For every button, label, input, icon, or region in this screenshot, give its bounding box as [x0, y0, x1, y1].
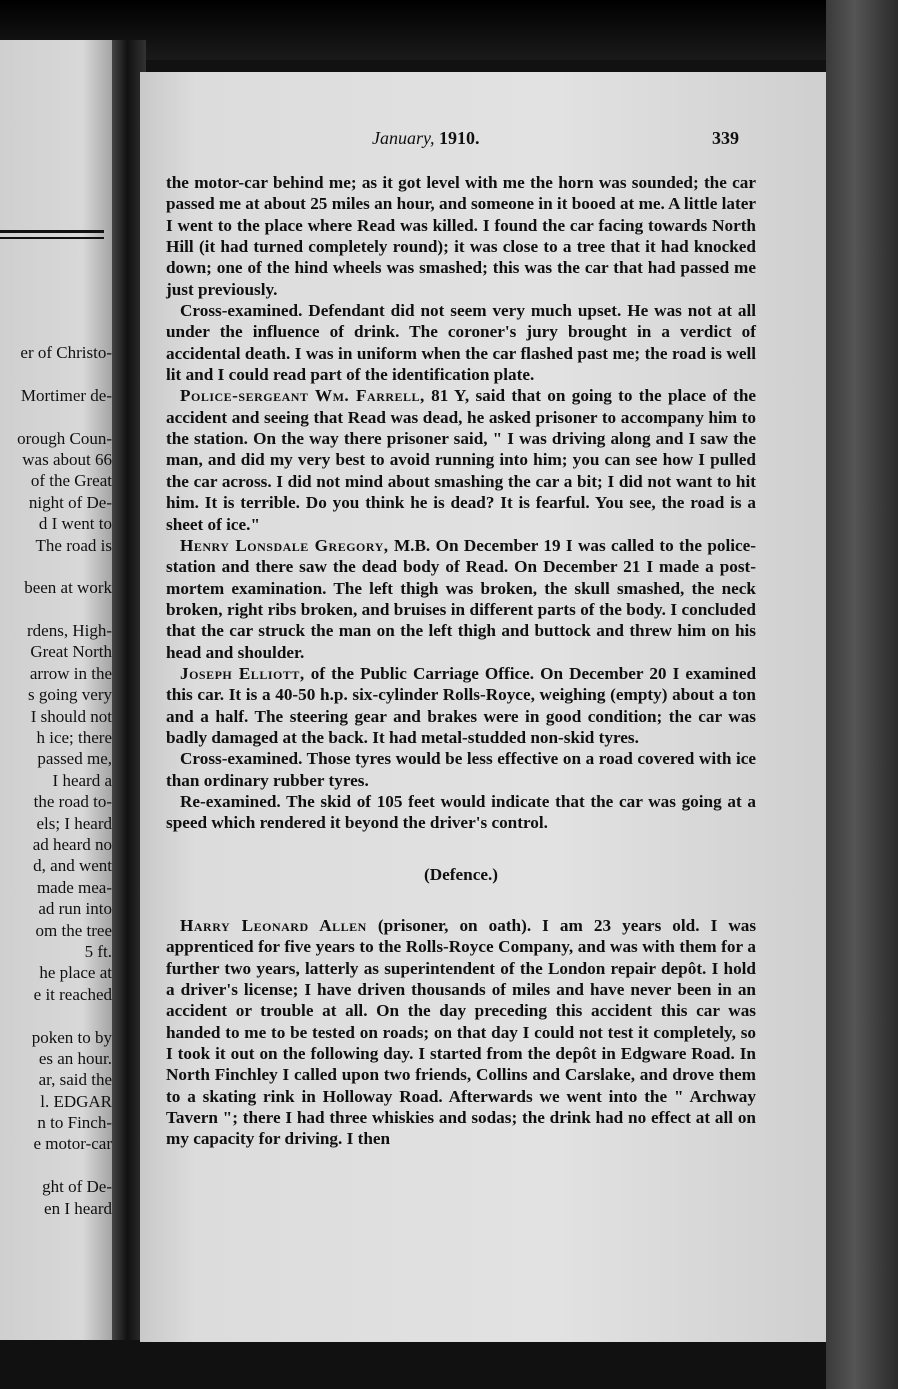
previous-page-line: ad heard no — [32, 834, 112, 854]
header-date — [372, 128, 480, 149]
previous-page-line: e motor-car — [33, 1134, 112, 1154]
header-year: 1910. — [439, 128, 480, 148]
previous-page-line: arrow in the — [29, 663, 112, 683]
previous-page-line: en I heard — [44, 1198, 112, 1218]
previous-page-line: night of De- — [28, 492, 112, 512]
previous-page-line: I should not — [30, 706, 112, 726]
previous-page-line: made mea- — [36, 877, 112, 897]
paragraph-8 — [166, 915, 756, 1150]
previous-page-line — [0, 1155, 112, 1176]
previous-page-line: d, and went — [33, 856, 112, 876]
previous-page-line: om the tree — [35, 920, 112, 940]
running-header — [140, 128, 828, 156]
previous-page-line: l. EDGAR — [40, 1091, 112, 1111]
previous-page-line: The road is — [35, 535, 112, 555]
paragraph-4-text: M.B. On December 19 I was called to the police-station and there saw the dead body of Read. On December 21 I made a post-mortem examination. The left thigh was broken, the skull smashed, the neck broken, right ribs broken, and bruises in different parts of the body. I concluded that the car struck the man on the left thigh and buttock and threw him on his head and shoulder. — [166, 535, 757, 662]
paragraph-5 — [166, 663, 756, 748]
paragraph-2: Cross-examined. Defendant did not seem very much upset. He was not at all under the influence of drink. The coroner's jury brought in a verdict of accidental death. I was in uniform when the car flashed past me; the road is well lit and I could read part of the identification plate. — [166, 301, 756, 385]
previous-page-line: Mortimer de- — [20, 385, 112, 405]
previous-page-line: poken to by — [31, 1027, 112, 1047]
paragraph-1: the motor-car behind me; as it got level with me the horn was sounded; the car passed me at about 25 miles an hour, and someone in it booed at me. A little later I went to the place where Read was killed. I found the car facing towards North Hill (it had turned completely round); it was close to a tree that it had knocked down; one of the hind wheels was smashed; this was the car that had passed me just previously. — [166, 173, 756, 299]
previous-page-line — [0, 556, 112, 577]
paragraph-4 — [166, 535, 756, 663]
previous-page-line: ght of De- — [42, 1177, 112, 1197]
previous-page-line: orough Coun- — [17, 428, 112, 448]
paragraph-7: Re-examined. The skid of 105 feet would indicate that the car was going at a speed which rendered it beyond the driver's control. — [166, 791, 756, 833]
previous-page-line: of the Great — [30, 471, 112, 491]
previous-page-line: d I went to — [38, 514, 112, 534]
paragraph-3-text: 81 Y, said that on going to the place of the accident and seeing that Read was dead, he asked prisoner to accompany him to the station. On the way there prisoner said, " I was driving along and I saw the man, and did my very best to avoid running into him; you can see how I pulled the car across. I did not mind about smashing the car a bit; I did not want to hit him. It is terrible. Do you think he is dead? It is fearful. You see, the road is a sheet of ice." — [166, 386, 757, 534]
scan-right-border — [826, 0, 898, 1389]
previous-page-line: s going very — [27, 685, 112, 705]
paragraph-5-text: of the Public Carriage Office. On December 20 I examined this car. It is a 40-50 h.p. six-cylinder Rolls-Royce, weighing (empty) about a ton and a half. The steering gear and brakes were in good condition; the car was badly damaged at the back. It had metal-studded non-skid tyres. — [166, 663, 757, 747]
previous-page-line: Great North — [30, 642, 112, 662]
page — [140, 72, 828, 1342]
previous-page-line — [0, 406, 112, 427]
rule-line-top — [0, 230, 104, 233]
previous-page-line: passed me, — [37, 749, 112, 769]
previous-page-line: er of Christo- — [20, 343, 112, 362]
previous-page-line — [0, 599, 112, 620]
previous-page-line: I heard a — [52, 770, 112, 790]
prisoner-name: Harry Leonard Allen — [180, 916, 367, 935]
page-body — [166, 172, 756, 1150]
previous-page-line — [0, 363, 112, 384]
header-month: January, — [372, 128, 435, 148]
previous-page-line: been at work — [24, 578, 112, 598]
page-number: 339 — [712, 128, 739, 148]
spacer — [166, 885, 756, 915]
paragraph-8-text: (prisoner, on oath). I am 23 years old. I was apprenticed for five years to the Rolls-Royce Company, and was with them for a further two years, latterly as superintendent of the London repair depôt. I hold a driver's license; I have driven thousands of miles and have never been in an accident or trouble at all. On the day preceding this accident this car was handed to me to be tested on roads; on that day I could not test it completely, so I took it out on the following day. I started from the depôt in Edgware Road. In North Finchley I called upon two friends, Collins and Carslake, and drove them to a skating rink in Holloway Road. Afterwards we went into the " Archway Tavern "; there I had three whiskies and sodas; the drink had no effect at all on my capacity for driving. I then — [166, 916, 757, 1149]
witness-name: Police-sergeant Wm. Farrell, — [180, 386, 425, 406]
previous-page-line — [0, 1005, 112, 1026]
previous-page-line: ar, said the — [38, 1070, 112, 1090]
previous-page-line: h ice; there — [36, 728, 112, 748]
section-heading: (Defence.) — [424, 864, 498, 884]
rule-line-bottom — [0, 237, 104, 239]
previous-page-line: els; I heard — [36, 813, 112, 833]
paragraph-3 — [166, 385, 756, 534]
previous-page-line: he place at — [39, 963, 112, 983]
witness-name: Joseph Elliott, — [180, 663, 305, 683]
previous-page-line: the road to- — [33, 792, 112, 812]
previous-page-line: ad run into — [38, 899, 112, 919]
spacer — [166, 834, 756, 864]
witness-name: Henry Lonsdale Gregory, — [180, 535, 389, 555]
previous-page-line: e it reached — [33, 984, 112, 1004]
previous-page-line: n to Finch- — [37, 1113, 112, 1133]
previous-page-line: 5 ft. — [84, 941, 112, 961]
previous-page-line: was about 66 — [22, 449, 112, 469]
previous-page-line: es an hour. — [38, 1048, 112, 1068]
previous-page-line: rdens, High- — [27, 621, 112, 641]
previous-page — [0, 40, 118, 1340]
paragraph-6: Cross-examined. Those tyres would be less effective on a road covered with ice than ordinary rubber tyres. — [166, 749, 756, 790]
previous-page-text — [0, 342, 112, 1219]
